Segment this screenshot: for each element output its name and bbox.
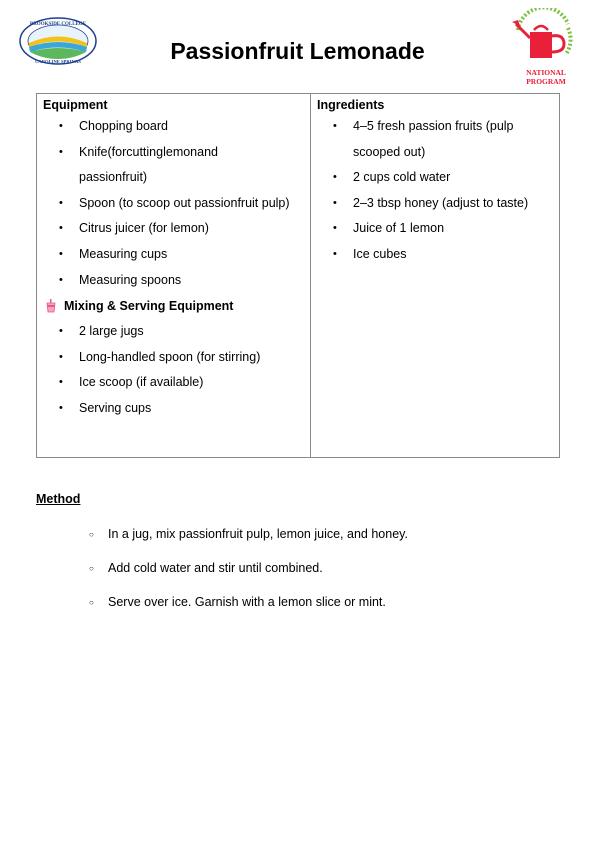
list-item: • Ice cubes	[353, 242, 553, 268]
recipe-table	[36, 93, 560, 458]
list-item: • Measuring cups	[79, 242, 304, 268]
svg-text:PROGRAM: PROGRAM	[526, 77, 566, 86]
mixing-list	[43, 319, 304, 421]
list-item: • 2–3 tbsp honey (adjust to taste)	[353, 191, 553, 217]
equipment-list	[43, 114, 304, 293]
list-item: • 2 large jugs	[79, 319, 304, 345]
list-item: • Citrus juicer (for lemon)	[79, 216, 304, 242]
method-step: ○ Add cold water and stir until combined.	[108, 558, 408, 592]
list-item: • Measuring spoons	[79, 268, 304, 294]
ingredients-list	[317, 114, 553, 268]
watering-can-logo	[508, 8, 578, 88]
method-steps	[108, 524, 408, 626]
knife-line-1: • Knife(forcuttinglemonand	[79, 144, 218, 159]
method-step: ○ In a jug, mix passionfruit pulp, lemon juice, and honey.	[108, 524, 408, 558]
list-item	[353, 114, 553, 165]
svg-text:BROOKSIDE COLLEGE: BROOKSIDE COLLEGE	[29, 22, 87, 27]
list-item	[79, 140, 304, 191]
ingredients-cell	[311, 94, 560, 458]
list-item: • Spoon (to scoop out passionfruit pulp)	[79, 191, 304, 217]
page-title: Passionfruit Lemonade	[170, 38, 425, 64]
mixing-serving-heading	[46, 293, 304, 319]
svg-text:NATIONAL: NATIONAL	[526, 68, 566, 77]
cup-icon	[46, 299, 56, 313]
passionfruit-line-1: • 4–5 fresh passion fruits (pulp	[353, 119, 514, 133]
passionfruit-line-2: scooped out)	[353, 144, 426, 159]
method-heading: Method	[36, 492, 81, 506]
mixing-heading-label: Mixing & Serving Equipment	[64, 299, 234, 314]
equipment-heading: Equipment	[43, 98, 108, 112]
list-item: • Serving cups	[79, 396, 304, 422]
list-item: • Chopping board	[79, 114, 304, 140]
knife-line-2: passionfruit)	[79, 170, 148, 185]
list-item: • Long-handled spoon (for stirring)	[79, 345, 304, 371]
list-item: • 2 cups cold water	[353, 165, 553, 191]
list-item: • Juice of 1 lemon	[353, 216, 553, 242]
equipment-cell	[37, 94, 311, 458]
list-item: • Ice scoop (if available)	[79, 370, 304, 396]
ingredients-heading: Ingredients	[317, 98, 385, 112]
method-step: ○ Serve over ice. Garnish with a lemon slice or mint.	[108, 592, 408, 626]
svg-text:CAROLINE SPRINGS: CAROLINE SPRINGS	[35, 59, 81, 64]
